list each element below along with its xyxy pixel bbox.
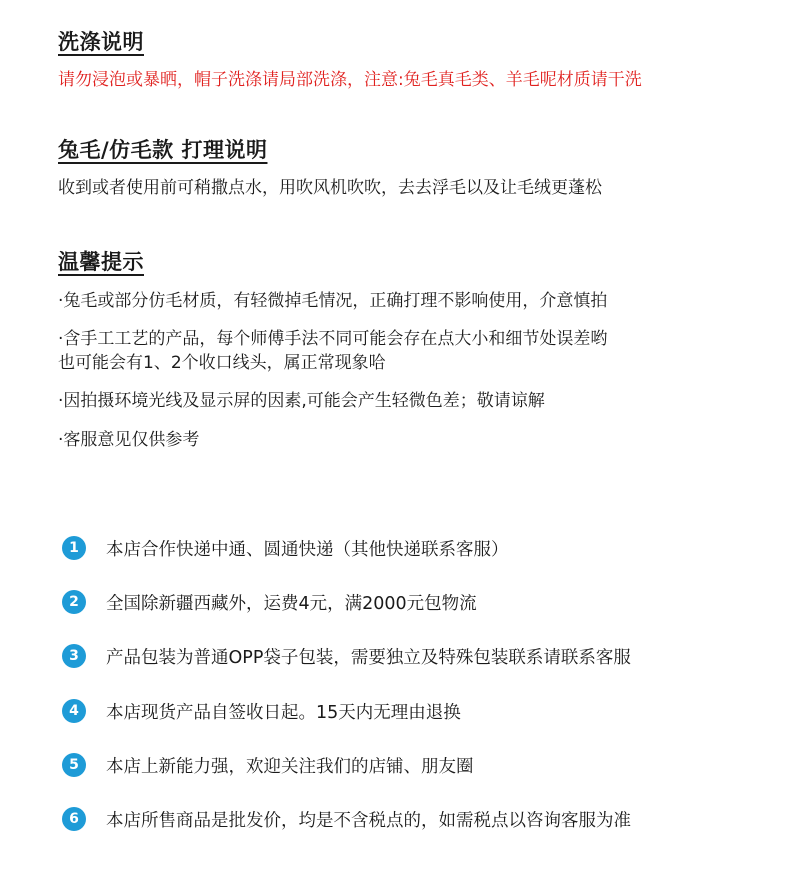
washing-text: 请勿浸泡或暴晒，帽子洗涤请局部洗涤，注意:兔毛真毛类、羊毛呢材质请干洗 [58, 70, 642, 90]
notice-text: 本店所售商品是批发价，均是不含税点的，如需税点以咨询客服为准 [106, 810, 631, 831]
tip-line: ·因拍摄环境光线及显示屏的因素,可能会产生轻微色差；敬请谅解 [58, 391, 545, 411]
number-badge-icon: 6 [62, 807, 86, 831]
notice-item [62, 806, 631, 832]
notice-text: 本店合作快递中通、圆通快递（其他快递联系客服） [106, 539, 509, 560]
washing-title: 洗涤说明 [58, 30, 144, 54]
notice-text: 本店现货产品自签收日起。15天内无理由退换 [106, 702, 461, 723]
notice-item [62, 698, 461, 724]
notice-text: 产品包装为普通OPP袋子包装，需要独立及特殊包装联系请联系客服 [106, 647, 631, 668]
number-badge-icon: 3 [62, 644, 86, 668]
notice-item [62, 535, 509, 561]
tips-title: 温馨提示 [58, 250, 144, 274]
tip-item [58, 389, 545, 413]
notice-text: 全国除新疆西藏外，运费4元，满2000元包物流 [106, 593, 477, 614]
tip-line: ·客服意见仅供参考 [58, 430, 200, 450]
notice-item [62, 752, 474, 778]
number-badge-icon: 5 [62, 753, 86, 777]
tip-item [58, 289, 607, 313]
tip-line: 也可能会有1、2个收口线头，属正常现象哈 [58, 353, 386, 373]
notice-text: 本店上新能力强，欢迎关注我们的店铺、朋友圈 [106, 756, 474, 777]
tip-line: ·含手工工艺的产品，每个师傅手法不同可能会存在点大小和细节处误差哟 [58, 329, 608, 349]
tip-item [58, 327, 607, 375]
number-badge-icon: 1 [62, 536, 86, 560]
tip-item [58, 428, 199, 452]
tip-line: ·兔毛或部分仿毛材质，有轻微掉毛情况，正确打理不影响使用，介意慎拍 [58, 291, 608, 311]
number-badge-icon: 2 [62, 590, 86, 614]
notice-item [62, 643, 631, 669]
number-badge-icon: 4 [62, 699, 86, 723]
care-text: 收到或者使用前可稍撒点水，用吹风机吹吹，去去浮毛以及让毛绒更蓬松 [58, 178, 602, 198]
notice-item [62, 589, 477, 615]
care-title: 兔毛/仿毛款 打理说明 [58, 138, 268, 162]
